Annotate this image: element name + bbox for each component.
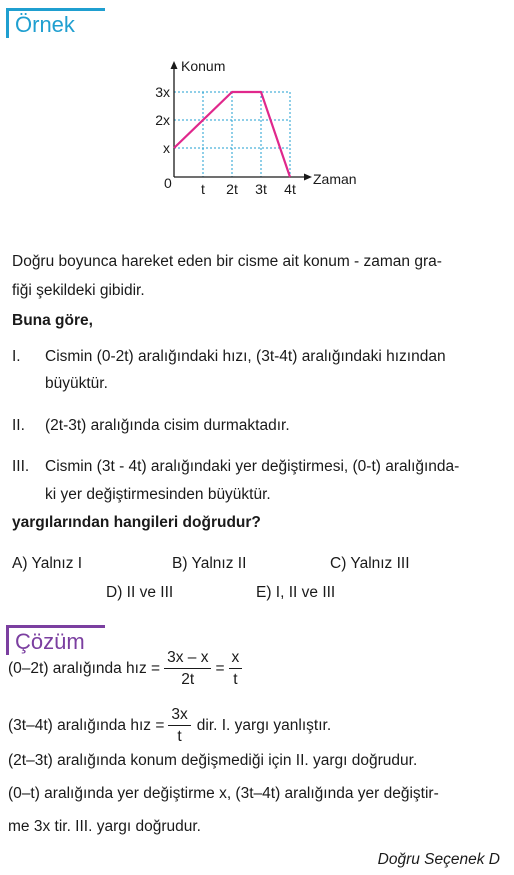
statement-1-line-1: Cismin (0-2t) aralığındaki hızı, (3t-4t) aralığındaki hızından xyxy=(45,348,446,365)
fraction-2-denominator: t xyxy=(233,671,238,688)
solution-heading: Çözüm xyxy=(6,625,105,655)
solution-line-1-prefix: (0–2t) aralığında hız = xyxy=(8,659,161,677)
velocity-fraction-3 xyxy=(168,705,190,746)
statement-2-line-1: (2t-3t) aralığında cisim durmaktadır. xyxy=(45,417,290,434)
x-tick-2t: 2t xyxy=(226,181,238,197)
y-axis-label: Konum xyxy=(181,58,226,74)
y-tick-3x: 3x xyxy=(155,84,170,100)
solution-line-3: (2t–3t) aralığında konum değişmediği için II. yargı doğrudur. xyxy=(8,752,418,769)
solution-line-2-suffix: dir. I. yargı yanlıştır. xyxy=(196,716,332,734)
solution-line-1 xyxy=(8,648,246,689)
solution-line-2-prefix: (3t–4t) aralığında hız = xyxy=(8,716,165,734)
fraction-3-numerator: 3x xyxy=(168,705,190,726)
intro-line-1: Doğru boyunca hareket eden bir cisme ait konum - zaman gra- xyxy=(12,253,442,270)
solution-line-4: (0–t) aralığında yer değiştirme x, (3t–4t) aralığında yer değiştir- xyxy=(8,785,439,802)
question-text: yargılarından hangileri doğrudur? xyxy=(12,514,261,531)
velocity-fraction-2 xyxy=(229,648,243,689)
option-e: E) I, II ve III xyxy=(256,584,336,601)
option-a: A) Yalnız I xyxy=(12,555,83,572)
lead-text: Buna göre, xyxy=(12,312,93,329)
origin-label: 0 xyxy=(164,175,172,191)
velocity-fraction-1 xyxy=(164,648,211,689)
option-d: D) II ve III xyxy=(106,584,174,601)
answer-text: Doğru Seçenek D xyxy=(377,851,500,868)
x-axis-label: Zaman xyxy=(313,171,357,187)
fraction-3-denominator: t xyxy=(177,728,182,745)
solution-line-5: me 3x tir. III. yargı doğrudur. xyxy=(8,818,201,835)
position-time-graph xyxy=(150,55,380,205)
statement-1-line-2: büyüktür. xyxy=(45,375,108,392)
x-tick-4t: 4t xyxy=(284,181,296,197)
intro-line-2: fiği şekildeki gibidir. xyxy=(12,282,145,299)
equals-sign: = xyxy=(215,659,225,677)
example-heading: Örnek xyxy=(6,8,105,38)
statement-3-line-2: ki yer değiştirmesinden büyüktür. xyxy=(45,486,271,503)
graph-axes xyxy=(171,61,313,181)
x-tick-t: t xyxy=(201,181,205,197)
statement-3-line-1: Cismin (3t - 4t) aralığındaki yer değiştirmesi, (0-t) aralığında- xyxy=(45,458,460,475)
fraction-1-denominator: 2t xyxy=(181,671,195,688)
fraction-2-numerator: x xyxy=(229,648,243,669)
fraction-1-numerator: 3x – x xyxy=(164,648,211,669)
solution-line-2 xyxy=(8,705,331,746)
graph-grid xyxy=(174,92,290,177)
statement-3-number: III. xyxy=(12,458,30,475)
y-tick-2x: 2x xyxy=(155,112,170,128)
y-tick-x: x xyxy=(163,140,170,156)
option-b: B) Yalnız II xyxy=(172,555,247,572)
option-c: C) Yalnız III xyxy=(330,555,410,572)
x-tick-3t: 3t xyxy=(255,181,267,197)
statement-2-number: II. xyxy=(12,417,25,434)
statement-1-number: I. xyxy=(12,348,21,365)
